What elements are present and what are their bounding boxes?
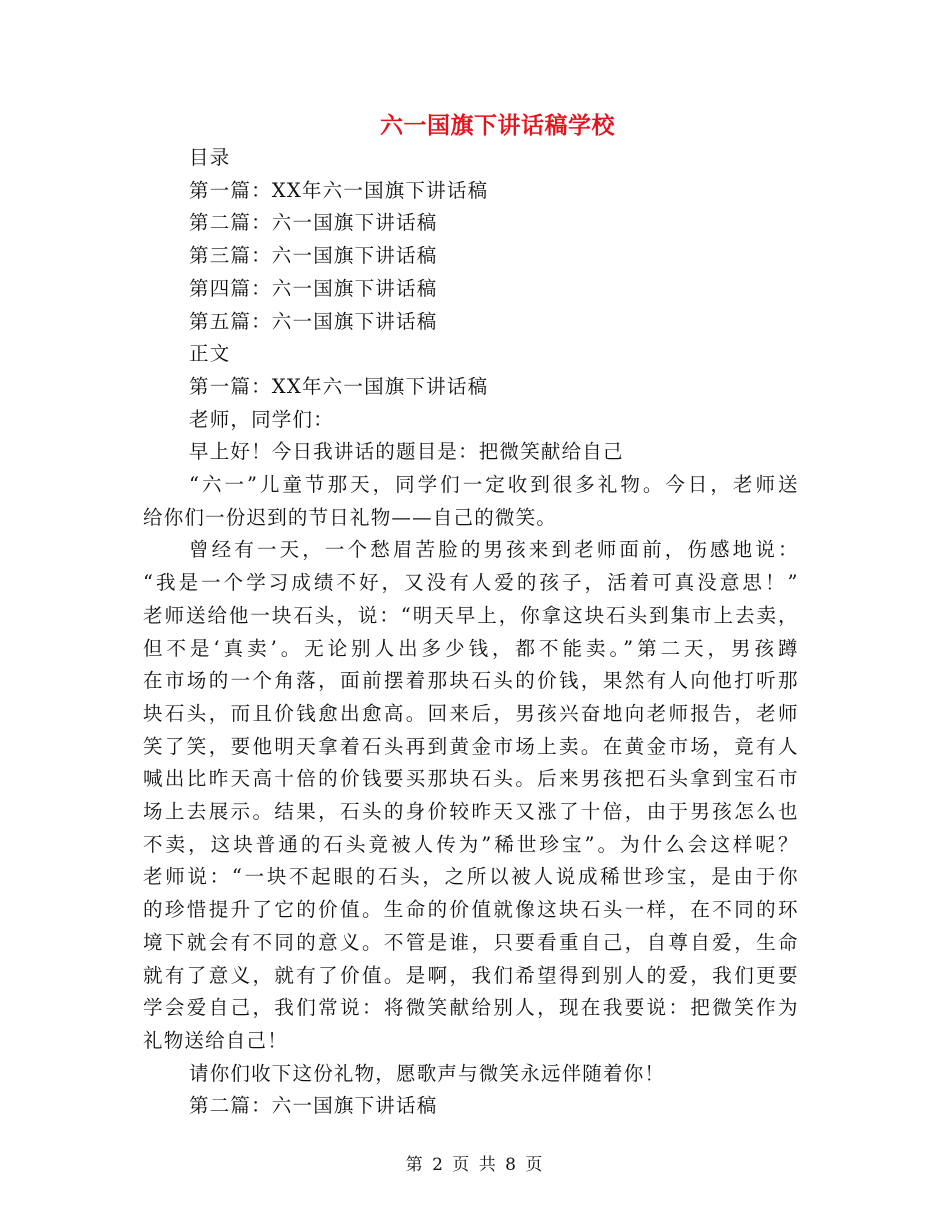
paragraph-line: 笑了笑，要他明天拿着石头再到黄金市场上卖。在黄金市场，竟有人	[143, 734, 798, 758]
toc-item: 第三篇：六一国旗下讲话稿	[189, 244, 438, 268]
paragraph-line: 在市场的一个角落，面前摆着那块石头的价钱，果然有人向他打听那	[143, 669, 798, 693]
document-body	[143, 142, 798, 1123]
paragraph-line: 礼物送给自己！	[143, 1028, 288, 1052]
paragraph-line: 曾经有一天，一个愁眉苦脸的男孩来到老师面前，伤感地说：	[189, 538, 798, 562]
paragraph-line: 不卖，这块普通的石头竟被人传为”稀世珍宝”。为什么会这样呢？	[143, 832, 798, 856]
paragraph-line: 学会爱自己，我们常说：将微笑献给别人，现在我要说：把微笑作为	[143, 996, 798, 1020]
body-heading: 正文	[189, 342, 231, 366]
closing-line: 请你们收下这份礼物，愿歌声与微笑永远伴随着你！	[189, 1061, 666, 1085]
paragraph-line: 境下就会有不同的意义。不管是谁，只要看重自己，自尊自爱，生命	[143, 930, 798, 954]
paragraph-line: 块石头，而且价钱愈出愈高。回来后，男孩兴奋地向老师报告，老师	[143, 701, 798, 725]
paragraph-line: “我是一个学习成绩不好，又没有人爱的孩子，活着可真没意思！”	[143, 571, 798, 595]
salutation: 老师，同学们：	[189, 407, 334, 431]
document-title: 六一国旗下讲话稿学校	[380, 113, 615, 139]
paragraph-line: 老师送给他一块石头，说：“明天早上，你拿这块石头到集市上去卖，	[143, 603, 798, 627]
toc-item: 第一篇：XX年六一国旗下讲话稿	[189, 178, 489, 202]
toc-item: 第五篇：六一国旗下讲话稿	[189, 309, 438, 333]
paragraph-line: 场上去展示。结果，石头的身价较昨天又涨了十倍，由于男孩怎么也	[143, 800, 798, 824]
paragraph-line: 给你们一份迟到的节日礼物——自己的微笑。	[143, 505, 558, 529]
page-footer: 第 2 页 共 8 页	[405, 1155, 545, 1175]
paragraph-line: 的珍惜提升了它的价值。生命的价值就像这块石头一样，在不同的环	[143, 898, 798, 922]
paragraph-line: “六一”儿童节那天，同学们一定收到很多礼物。今日，老师送	[189, 473, 798, 497]
section-heading: 第二篇：六一国旗下讲话稿	[189, 1094, 438, 1118]
section-heading: 第一篇：XX年六一国旗下讲话稿	[189, 374, 489, 398]
toc-item: 第四篇：六一国旗下讲话稿	[189, 276, 438, 300]
paragraph-line: 老师说：“一块不起眼的石头，之所以被人说成稀世珍宝，是由于你	[143, 865, 798, 889]
greeting: 早上好！今日我讲话的题目是：把微笑献给自己	[189, 440, 624, 464]
paragraph-line: 就有了意义，就有了价值。是啊，我们希望得到别人的爱，我们更要	[143, 963, 798, 987]
toc-heading: 目录	[189, 146, 231, 169]
paragraph-line: 喊出比昨天高十倍的价钱要买那块石头。后来男孩把石头拿到宝石市	[143, 767, 798, 791]
paragraph-line: 但不是‘真卖’。无论别人出多少钱，都不能卖。”第二天，男孩蹲	[143, 636, 798, 660]
toc-item: 第二篇：六一国旗下讲话稿	[189, 211, 438, 235]
